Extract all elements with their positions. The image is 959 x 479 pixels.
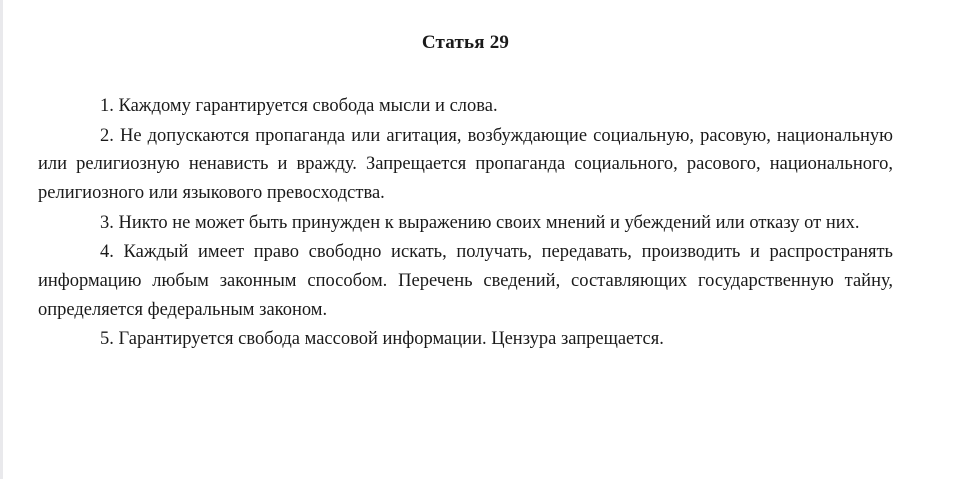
left-margin-rule xyxy=(0,0,3,479)
paragraph-item: 1. Каждому гарантируется свобода мысли и слова. xyxy=(100,96,498,116)
document-content xyxy=(38,0,893,355)
paragraph-item: 4. Каждый имеет право свободно искать, получать, передавать, производить и распространять информацию любым законным способом. Перечень сведений, составляющих государственную тайну, определяется федеральным законом. xyxy=(38,242,893,320)
page-title: Статья 29 xyxy=(421,32,510,53)
paragraph-list xyxy=(38,92,893,354)
paragraph-item: 5. Гарантируется свобода массовой информации. Цензура запрещается. xyxy=(100,329,664,350)
paragraph-item: 2. Не допускаются пропаганда или агитация, возбуждающие социальную, расовую, национальную или религиозную ненависть и вражду. Запрещается пропаганда социального, расового, национального, религиозного или языкового превосходства. xyxy=(38,125,893,204)
paragraph-item: 3. Никто не может быть принужден к выражению своих мнений и убеждений или отказу от них. xyxy=(100,212,860,233)
